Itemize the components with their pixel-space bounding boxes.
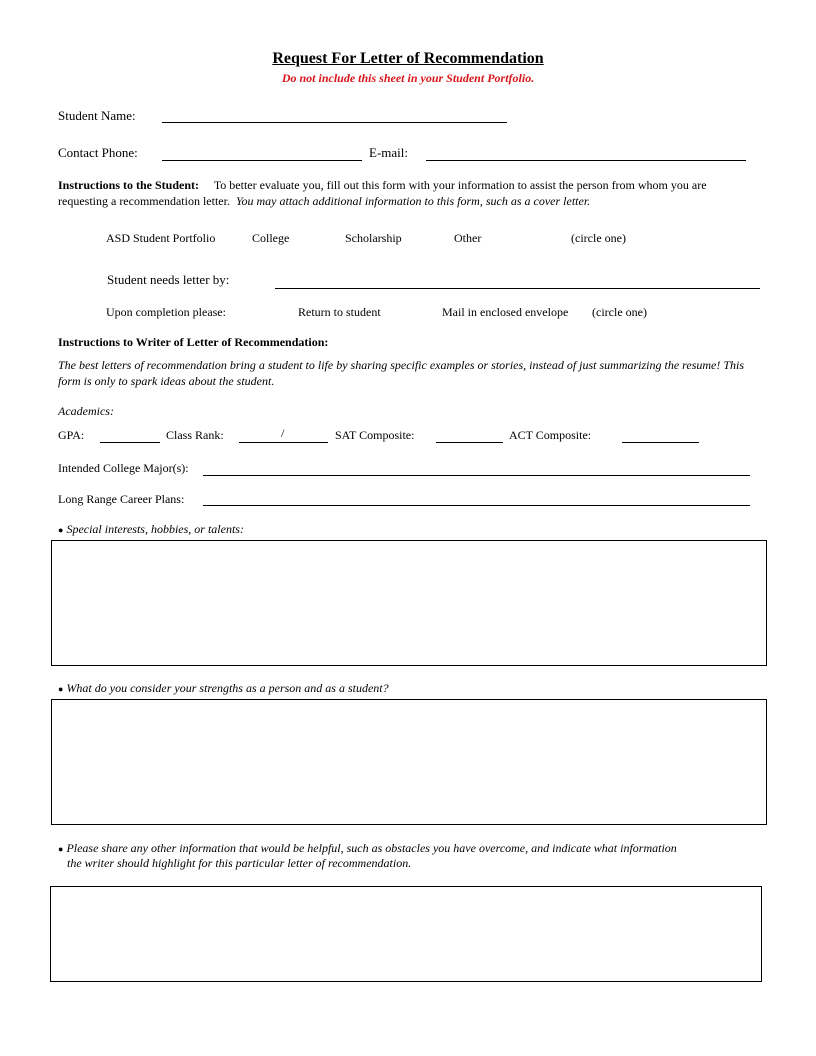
- contact-phone-field[interactable]: [162, 160, 362, 161]
- bullet-icon: ●: [58, 525, 64, 535]
- major-label: Intended College Major(s):: [58, 461, 189, 475]
- sat-field[interactable]: [436, 442, 503, 443]
- deadline-label: Student needs letter by:: [107, 272, 230, 287]
- strengths-question-text: What do you consider your strengths as a person and as a student?: [66, 681, 389, 695]
- interests-question-text: Special interests, hobbies, or talents:: [66, 522, 244, 536]
- class-rank-field[interactable]: [239, 442, 328, 443]
- interests-question: [58, 522, 244, 537]
- email-label: E-mail:: [369, 145, 408, 160]
- student-name-field[interactable]: [162, 122, 507, 123]
- option-return-to-student[interactable]: Return to student: [298, 305, 381, 319]
- major-field[interactable]: [203, 475, 750, 476]
- gpa-label: GPA:: [58, 428, 85, 442]
- career-field[interactable]: [203, 505, 750, 506]
- student-name-label: Student Name:: [58, 108, 136, 123]
- strengths-answer-box[interactable]: [51, 699, 767, 825]
- option-college[interactable]: College: [252, 231, 290, 245]
- bullet-icon: ●: [58, 684, 64, 694]
- page-title: Request For Letter of Recommendation: [272, 50, 544, 67]
- career-label: Long Range Career Plans:: [58, 492, 185, 506]
- bullet-icon: ●: [58, 844, 64, 854]
- writer-instructions-label: Instructions to Writer of Letter of Recommendation:: [58, 335, 329, 349]
- other-info-answer-box[interactable]: [50, 886, 762, 982]
- other-info-question-line2: the writer should highlight for this particular letter of recommendation.: [67, 856, 412, 870]
- completion-label: Upon completion please:: [106, 305, 226, 319]
- writer-instructions-text: The best letters of recommendation bring a student to life by sharing specific examples or stories, instead of just summarizing the resume! This form is only to spark ideas about the student.: [58, 358, 745, 388]
- class-rank-separator: /: [281, 426, 285, 440]
- act-field[interactable]: [622, 442, 699, 443]
- purpose-circle-note: (circle one): [571, 231, 626, 245]
- page-subtitle: Do not include this sheet in your Student Portfolio.: [281, 71, 535, 85]
- option-scholarship[interactable]: Scholarship: [345, 231, 402, 245]
- act-label: ACT Composite:: [509, 428, 592, 442]
- deadline-field[interactable]: [275, 288, 760, 289]
- email-field[interactable]: [426, 160, 746, 161]
- strengths-question: [58, 681, 389, 696]
- option-student-portfolio[interactable]: ASD Student Portfolio: [106, 231, 216, 245]
- interests-answer-box[interactable]: [51, 540, 767, 666]
- completion-circle-note: (circle one): [592, 305, 647, 319]
- other-info-question: [58, 841, 677, 856]
- other-info-question-line1: Please share any other information that would be helpful, such as obstacles you have overcome, and indicate what information: [66, 841, 677, 855]
- student-instructions-text: To better evaluate you, fill out this form with your information to assist the person from whom you are requesting a recommendation letter.: [58, 178, 707, 208]
- student-instructions: [58, 177, 758, 209]
- option-mail-envelope[interactable]: Mail in enclosed envelope: [442, 305, 569, 319]
- option-other[interactable]: Other: [454, 231, 482, 245]
- student-instructions-label: Instructions to the Student:: [58, 178, 200, 192]
- academics-heading: Academics:: [58, 404, 114, 418]
- class-rank-label: Class Rank:: [166, 428, 224, 442]
- sat-label: SAT Composite:: [335, 428, 415, 442]
- gpa-field[interactable]: [100, 442, 160, 443]
- student-instructions-italic: You may attach additional information to this form, such as a cover letter.: [235, 194, 591, 208]
- contact-phone-label: Contact Phone:: [58, 145, 138, 160]
